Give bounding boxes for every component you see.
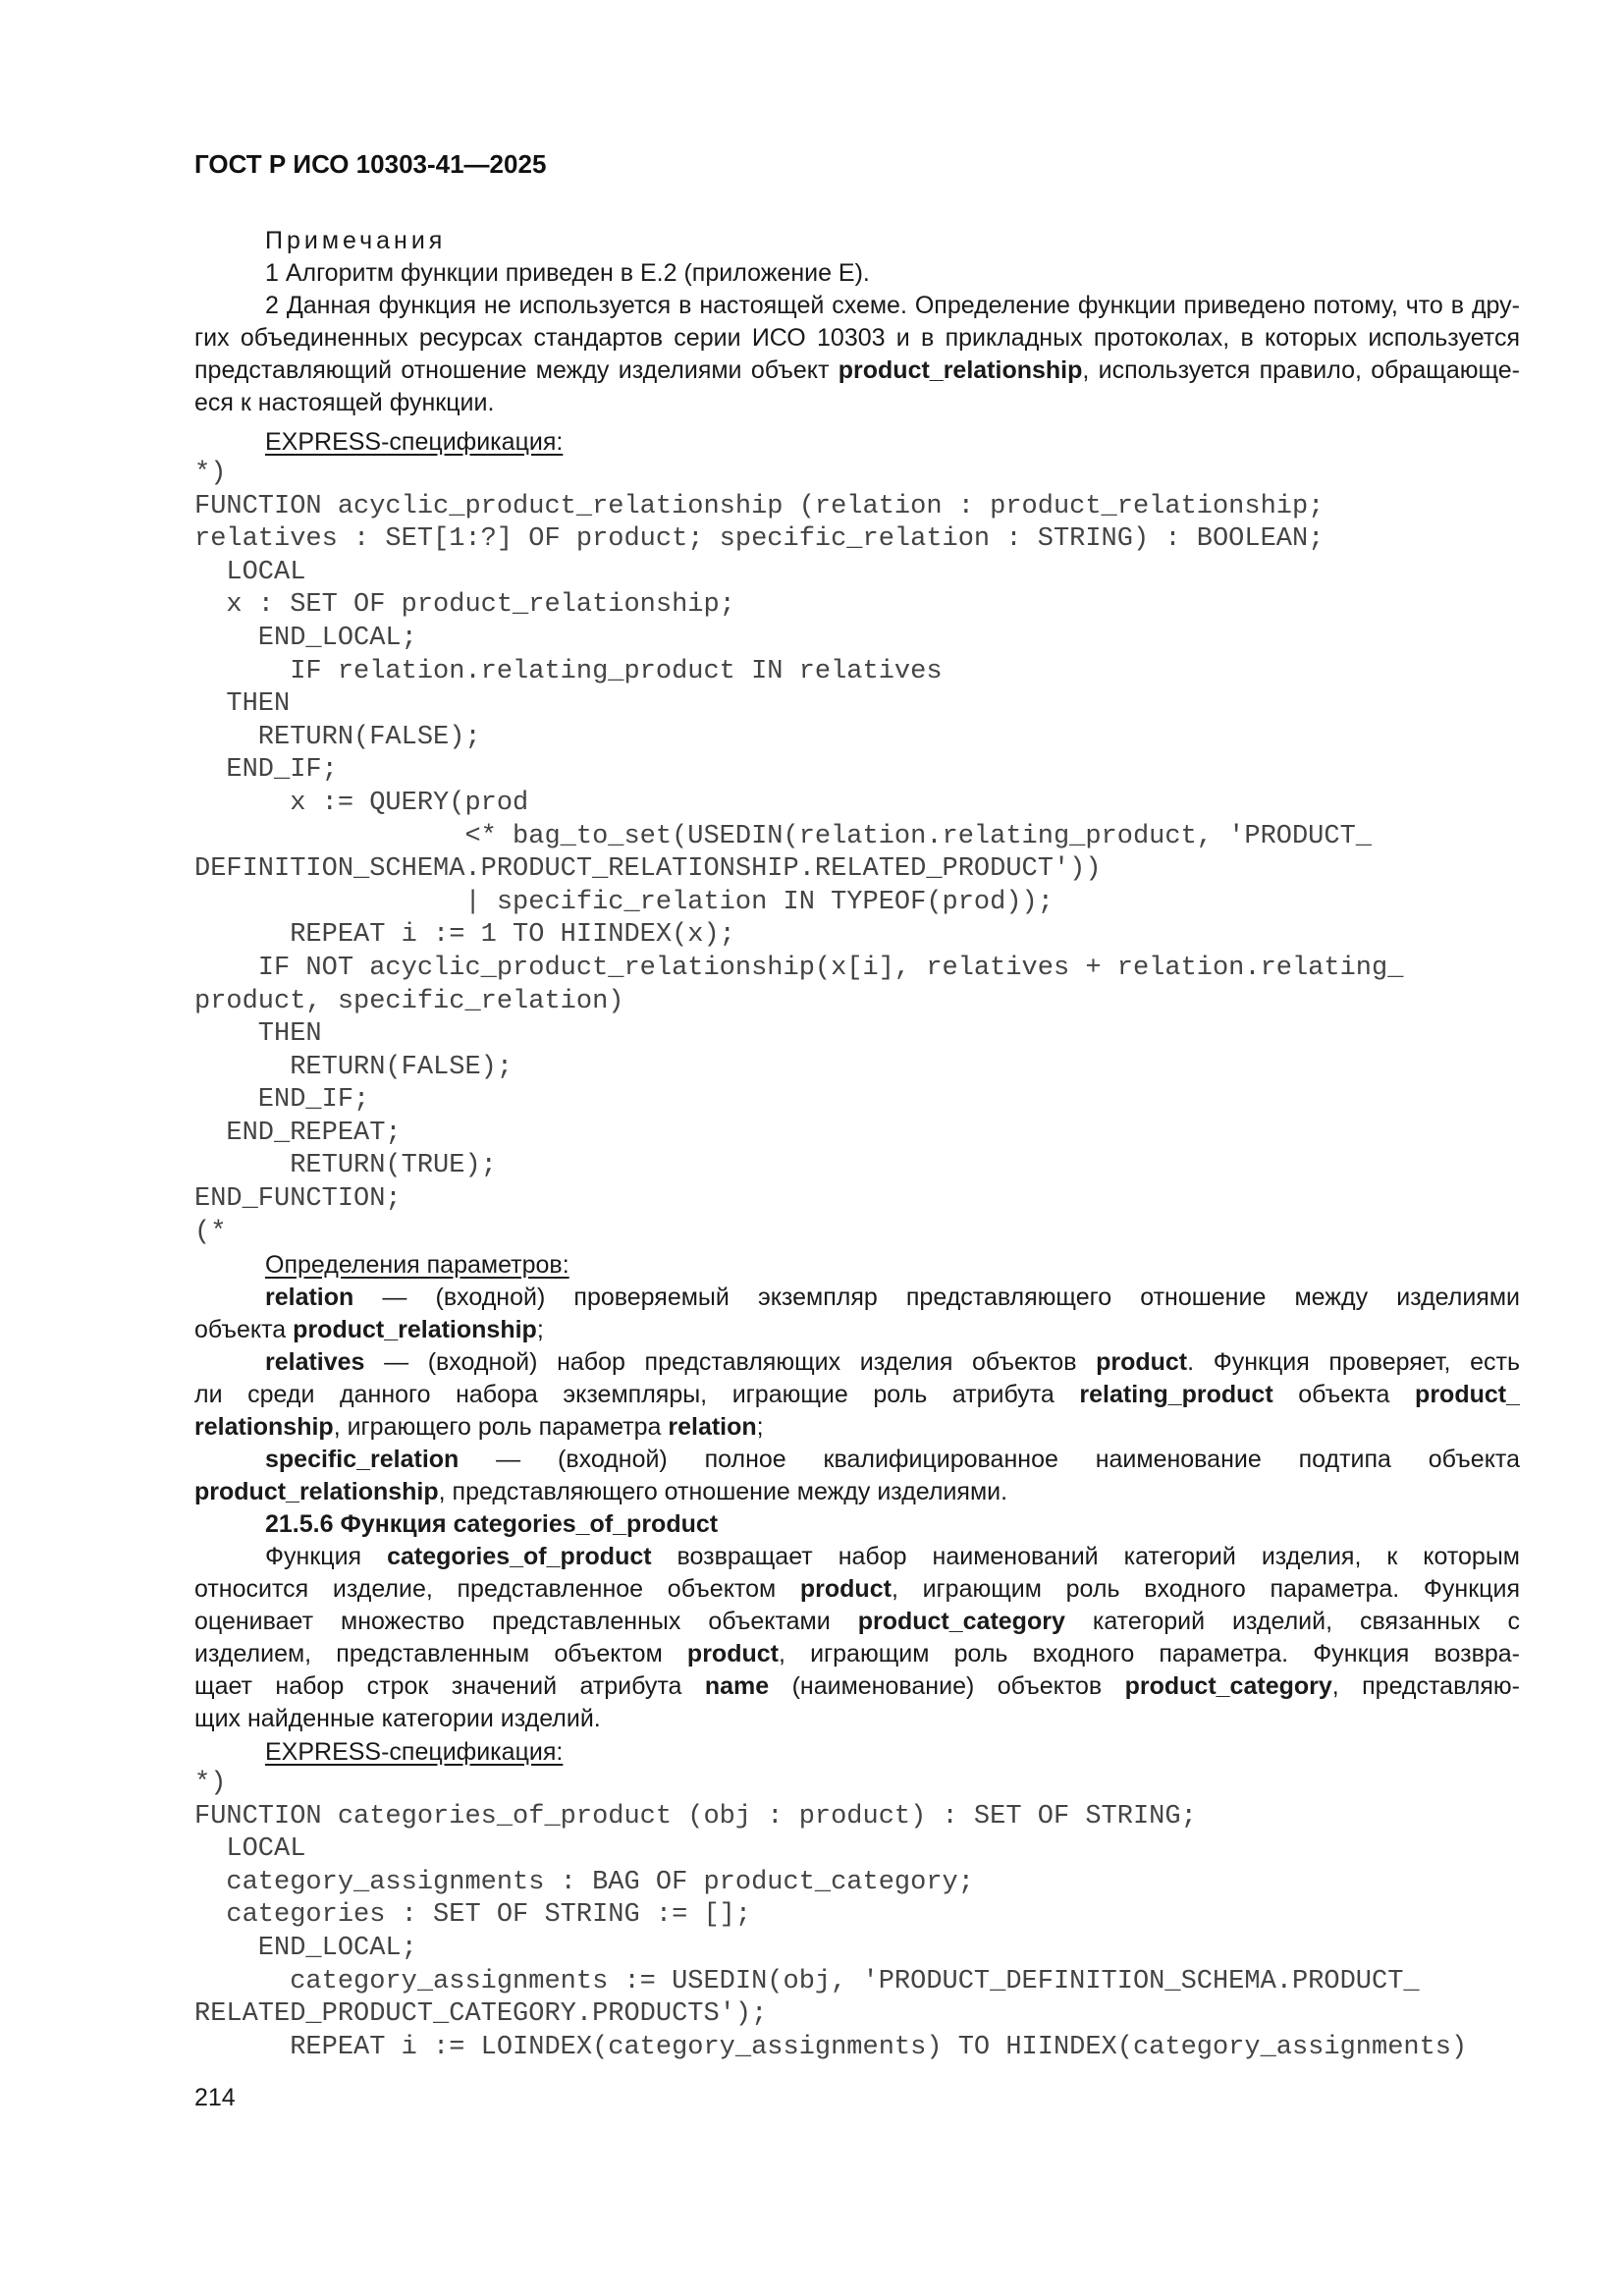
entity-name: product_relationship [838,356,1083,384]
express-spec-label-1: EXPRESS-спецификация: [265,428,564,456]
notes-heading: Примечания [265,227,447,254]
section-para-line-4: изделием, представленным объектом product, играющим роль входного параметра. Функция возвра- [194,1640,1520,1667]
param-specific-relation-line-1: specific_relation — (входной) полное квалифицированное наименование подтипа объекта [265,1446,1520,1473]
parameters-heading: Определения параметров: [265,1251,569,1279]
section-para-line-6: щих найденные категории изделий. [194,1705,601,1732]
section-para-line-1: Функция categories_of_product возвращает набор наименований категорий изделия, к которым [265,1543,1520,1570]
note-2-line-3: представляющий отношение между изделиями объект product_relationship, используется правило, обращающе- [194,356,1520,384]
note-1: 1 Алгоритм функции приведен в Е.2 (приложение Е). [265,259,870,287]
param-relation-line-2: объекта product_relationship; [194,1316,544,1343]
express-spec-label-2: EXPRESS-спецификация: [265,1738,564,1766]
param-relatives-line-3: relationship, играющего роль параметра relation; [194,1413,764,1441]
note-2-line-2: гих объединенных ресурсах стандартов серии ИСО 10303 и в прикладных протоколах, в которых используется [194,324,1520,352]
section-para-line-5: щает набор строк значений атрибута name (наименование) объектов product_category, представляю- [194,1672,1520,1700]
page-number: 214 [194,2084,236,2111]
section-heading: 21.5.6 Функция categories_of_product [265,1510,719,1538]
param-specific-relation-line-2: product_relationship, представляющего отношение между изделиями. [194,1478,1008,1505]
section-para-line-3: оценивает множество представленных объектами product_category категорий изделий, связанных с [194,1608,1520,1635]
section-para-line-2: относится изделие, представленное объектом product, играющим роль входного параметра. Функция [194,1575,1520,1603]
param-relation-line-1: relation — (входной) проверяемый экземпляр представляющего отношение между изделиями [265,1284,1520,1311]
note-2-line-1: 2 Данная функция не используется в настоящей схеме. Определение функции приведено потому, что в дру- [265,292,1520,319]
document-header-title: ГОСТ Р ИСО 10303-41—2025 [194,149,547,179]
param-relatives-line-2: ли среди данного набора экземпляры, играющие роль атрибута relating_product объекта product_ [194,1381,1520,1408]
note-2-line-4: еся к настоящей функции. [194,389,495,416]
express-code-block-2: *) FUNCTION categories_of_product (obj : product) : SET OF STRING; LOCAL category_assignments : BAG OF product_category; categories : SET OF STRING := []; END_LOCAL; category_assignments := USEDIN(obj, 'PRODUCT_DEFINITION_SCHEMA.PRODUCT_ RELATED_PRODUCT_CATEGORY.PRODUCTS'); REPEAT i := LOINDEX(category_assignments) TO HIINDEX(category_assignments) [194,1769,1468,2062]
express-code-block-1: *) FUNCTION acyclic_product_relationship (relation : product_relationship; relatives : SET[1:?] OF product; specific_relation : STRING) : BOOLEAN; LOCAL x : SET OF product_relationship; END_LOCAL; IF relation.relating_product IN relatives THEN RETURN(FALSE); END_IF; x := QUERY(prod <* bag_to_set(USEDIN(relation.relating_product, 'PRODUCT_ DEFINITION_SCHEMA.PRODUCT_RELATIONSHIP.RELATED_PRODUCT')) | specific_relation IN TYPEOF(prod)); REPEAT i := 1 TO HIINDEX(x); IF NOT acyclic_product_relationship(x[i], relatives + relation.relating_ product, specific_relation) THEN RETURN(FALSE); END_IF; END_REPEAT; RETURN(TRUE); END_FUNCTION; (* [194,459,1404,1247]
param-relatives-line-1: relatives — (входной) набор представляющих изделия объектов product. Функция проверяет, есть [265,1348,1520,1376]
